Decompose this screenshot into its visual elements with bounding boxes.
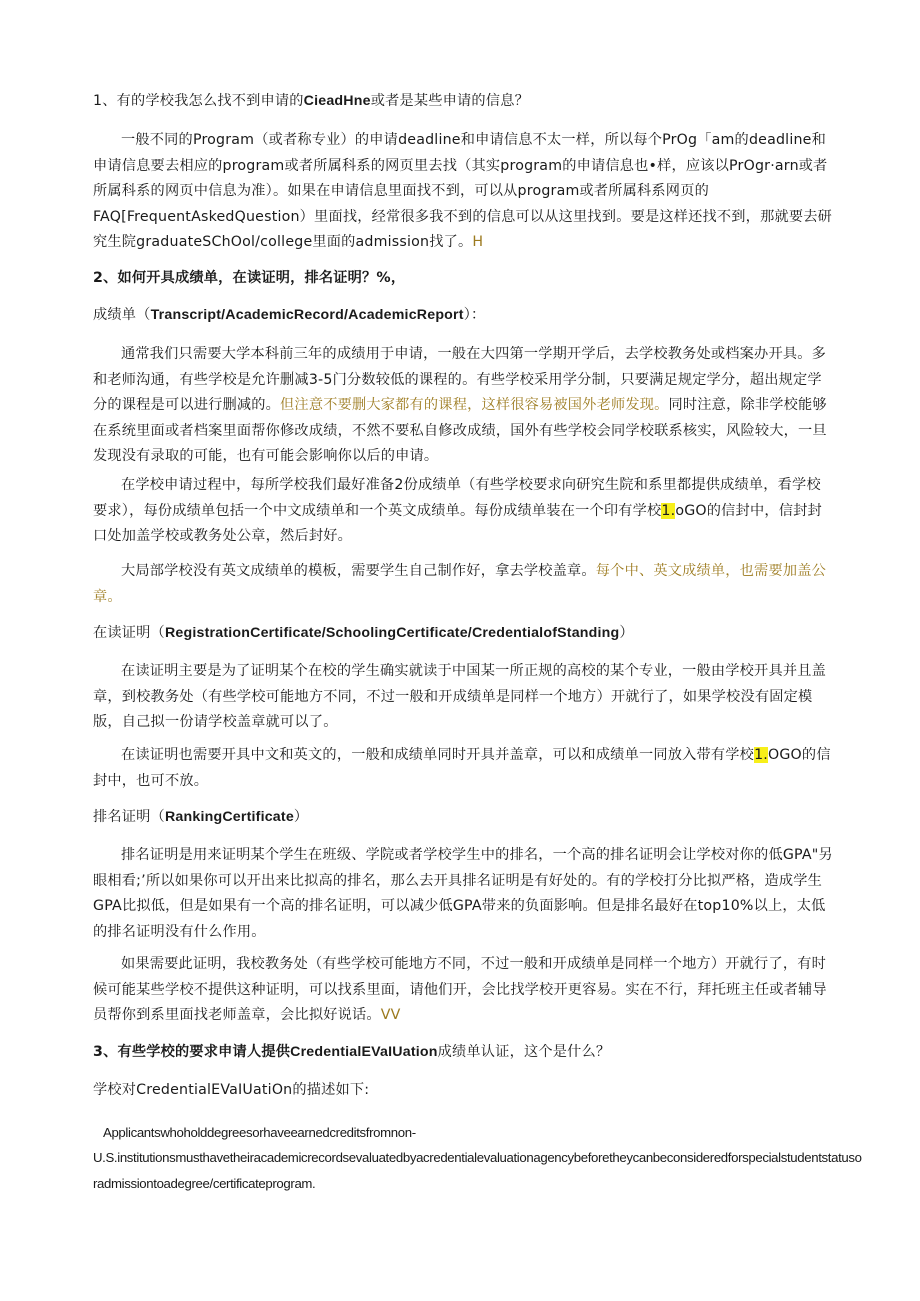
para5-main: 在读证明也需要开具中文和英文的，一般和成绩单同时开具并盖章，可以和成绩单一同放入带有学校: [121, 747, 755, 763]
enrollment-para-2: [93, 743, 833, 794]
para2-main: 在学校申请过程中，每所学校我们最好准备2份成绩单（有些学校要求向研究生院和系里都提供成绩单，看学校要求），每份成绩单包括一个中文成绩单和一个英文成绩单。每份成绩单装在一个印有学校: [93, 477, 821, 519]
q3-heading: [93, 1040, 833, 1066]
q3-english-line-2: U.S.institutionsmusthavetheiracademicrecordsevaluatedbyacredentialevaluationagencybeforetheycanbeconsideredforspecialstudentstatusoradmissiontoadegree/certificateprogram.: [93, 1150, 862, 1191]
q3-description: 学校对CredentialEVaIUatiOn的描述如下:: [93, 1082, 370, 1098]
q3-heading-suffix: 成绩单认证，这个是什么？: [437, 1044, 611, 1060]
q1-answer-tail: H: [472, 234, 484, 250]
transcript-title: Transcript/AcademicRecord/AcademicReport: [150, 307, 464, 323]
para2-highlight: 1.: [661, 502, 676, 519]
enrollment-heading: [93, 621, 833, 647]
transcript-close: ）：: [463, 307, 486, 323]
q3-heading-prefix: 3、有些学校的要求申请人提供: [93, 1044, 291, 1060]
q1-answer-text: 一般不同的Program（或者称专业）的申请deadline和申请信息不太一样，所以每个PrOg「am的deadline和申请信息要去相应的program或者所属科系的网页里去找（其实program的申请信息也•样，应该以PrOgr·arn或者所属科系的网页中信息为准）。如果在申请信息里面找不到，可以从program或者所属科系网页的FAQ[FrequentAskedQuestion）里面找，经常很多我不到的信息可以从这里找到。要是这样还找不到，那就要去研究生院graduateSChOol/college里面的admission找了。: [93, 132, 833, 250]
enrollment-title: RegistrationCertificate/SchoolingCertificate/CredentialofStanding: [164, 625, 620, 641]
para5-highlight: 1.: [754, 747, 768, 763]
para3-main: 大局部学校没有英文成绩单的模板，需要学生自己制作好，拿去学校盖章。: [121, 563, 596, 579]
para1-rest: 同时注意，除非学校能够在系统里面或者档案里面帮你修改成绩，不然不要私自修改成绩，国外有些学校会同学校联系核实，风险较大，一旦发现没有录取的可能，也有可能会影响你以后的申请。: [93, 397, 827, 464]
para1-main: 通常我们只需要大学本科前三年的成绩用于申请，一般在大四第一学期开学后，去学校教务处或档案办开具。多和老师沟通，有些学校是允许删减3-5门分数较低的课程的。有些学校采用学分制，只要满足规定学分，超出规定学分的课程是可以进行删减的。: [93, 346, 826, 413]
enrollment-close: ）: [619, 625, 634, 641]
para3-gold: 每个中、英文成绩单，也需要加盖公章。: [93, 563, 826, 605]
q3-heading-term: CredentialEVaIUation: [290, 1044, 438, 1060]
para7-tail: VV: [380, 1007, 401, 1023]
para5-rest: OGO的信封中，也可不放。: [93, 747, 831, 789]
ranking-para-1: 排名证明是用来证明某个学生在班级、学院或者学校学生中的排名，一个高的排名证明会让学校对你的低GPA"另眼相看;’所以如果你可以开出来比拟高的排名，那么去开具排名证明是有好处的。有的学校打分比拟严格，造成学生GPA比拟低，但是如果有一个高的排名证明，可以减少低GPA带来的负面影响。但是排名最好在top10%以上，太低的排名证明没有什么作用。: [93, 847, 833, 940]
q3-english-line-1: Applicantswhoholddegreesorhaveearnedcreditsfromnon-: [103, 1125, 416, 1140]
para7-text: 如果需要此证明，我校教务处（有些学校可能地方不同，不过一般和开成绩单是同样一个地方）开就行了，有时候可能某些学校不提供这种证明，可以找系里面，请他们开，会比找学校开更容易。实在不行，拜托班主任或者辅导员帮你到系里面找老师盖章，会比拟好说话。: [93, 956, 827, 1023]
enrollment-para-1: 在读证明主要是为了证明某个在校的学生确实就读于中国某一所正规的高校的某个专业，一般由学校开具并且盖章，到校教务处（有些学校可能地方不同，不过一般和开成绩单是同样一个地方）开就行了，如果学校没有固定模版，自己拟一份请学校盖章就可以了。: [93, 663, 826, 730]
ranking-close: ）: [293, 809, 309, 825]
transcript-para-2: [93, 473, 833, 550]
q1-heading-prefix: 1、有的学校我怎么找不到申请的: [93, 93, 304, 109]
q1-heading: [93, 89, 833, 115]
transcript-para-1: [93, 342, 833, 470]
q1-heading-deadline: CieadHne: [303, 93, 371, 109]
ranking-label: 排名证明（: [93, 809, 165, 825]
q2-heading: 2、如何开具成绩单，在读证明，排名证明？%，: [93, 270, 406, 286]
q1-answer: [93, 128, 833, 256]
ranking-para-2: [93, 952, 833, 1029]
ranking-heading: [93, 805, 833, 831]
enrollment-label: 在读证明（: [93, 625, 165, 641]
para1-gold: 但注意不要删大家都有的课程，这样很容易被国外老师发现。: [280, 397, 669, 413]
q1-heading-suffix: 或者是某些申请的信息？: [370, 93, 529, 109]
transcript-label: 成绩单（: [93, 307, 151, 323]
ranking-title: RankingCertificate: [164, 809, 294, 825]
transcript-para-3: [93, 559, 833, 610]
transcript-heading: [93, 303, 833, 329]
para2-logo: oGO的信封中，信封封口处加盖学校或教务处公章，然后封好。: [93, 502, 822, 544]
